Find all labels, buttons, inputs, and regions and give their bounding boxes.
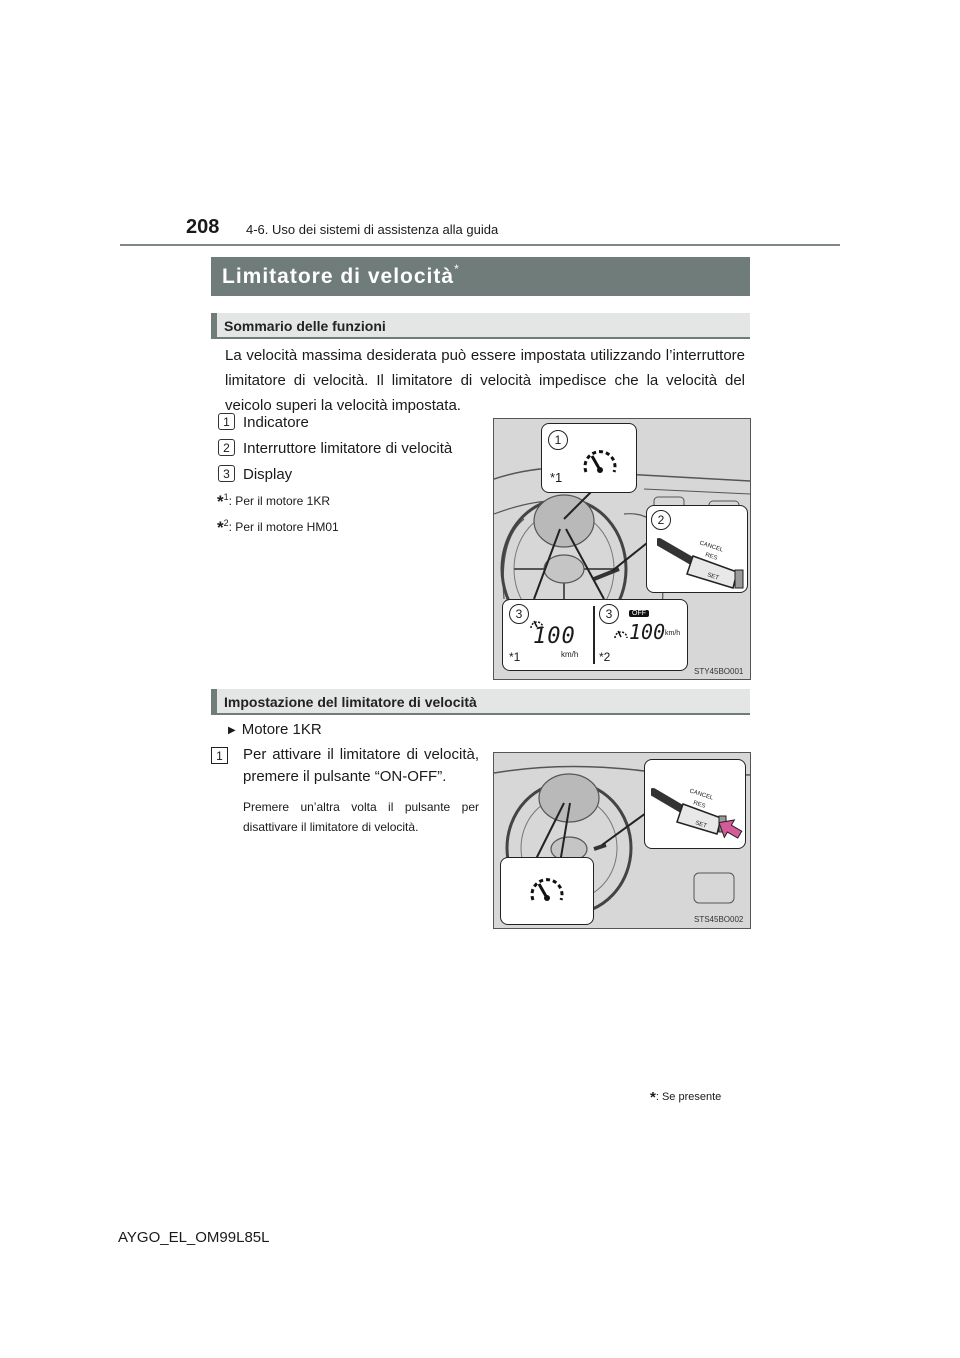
callout-number-3: 3 xyxy=(218,465,235,482)
note-index: 1 xyxy=(223,492,229,502)
speed-limiter-icon xyxy=(613,626,629,640)
figure-code: STY45BO001 xyxy=(694,667,744,676)
callout-number-1: 1 xyxy=(218,413,235,430)
inset-display xyxy=(502,599,688,671)
display-speed-value-2: 100 xyxy=(629,620,666,644)
lever-label-res: RES xyxy=(704,552,718,562)
inset-switch xyxy=(646,505,748,593)
triangle-bullet-icon: ▶ xyxy=(228,725,236,736)
engine-bullet-text: Motore 1KR xyxy=(241,721,322,738)
inset-indicator xyxy=(500,857,594,925)
display-star-label-1: *1 xyxy=(509,650,521,664)
display-star-label-2: *2 xyxy=(599,650,611,664)
inset-star-label: *1 xyxy=(550,470,563,485)
callout-label-indicator: Indicatore xyxy=(243,414,309,431)
intro-paragraph: La velocità massima desiderata può essere impostata utilizzando l’interruttore limitatore di velocità. Il limitatore di velocità impedisce che la velocità del veicolo superi la velocità impostata. xyxy=(225,347,745,414)
speed-limiter-icon xyxy=(580,446,620,478)
step-note: Premere un’altra volta il pulsante per disattivare il limitatore di velocità. xyxy=(243,800,479,834)
callout-number-2: 2 xyxy=(218,439,235,456)
lever-label-res: RES xyxy=(692,800,706,810)
engine-bullet xyxy=(228,721,322,738)
lever-label-cancel: CANCEL xyxy=(698,540,724,554)
setting-heading: Impostazione del limitatore di velocità xyxy=(211,689,750,715)
engine-note-2 xyxy=(217,518,339,538)
speed-limiter-icon xyxy=(527,874,567,906)
footnote-text: : Se presente xyxy=(655,1091,722,1103)
footnote xyxy=(650,1089,721,1106)
display-speed-value: 100 xyxy=(533,624,576,649)
note-star: * xyxy=(217,518,224,537)
note-text: : Per il motore HM01 xyxy=(228,520,339,534)
callout-label-switch: Interruttore limitatore di velocità xyxy=(243,440,453,457)
optional-marker: * xyxy=(454,262,460,276)
document-code: AYGO_EL_OM99L85L xyxy=(118,1229,270,1246)
engine-note-1 xyxy=(217,492,330,512)
display-speed-unit-2: km/h xyxy=(665,630,681,637)
note-text: : Per il motore 1KR xyxy=(228,494,331,508)
off-badge: OFF xyxy=(629,610,649,617)
display-speed-unit: km/h xyxy=(561,650,579,659)
inset-number-3b: 3 xyxy=(599,604,619,624)
inset-number-1: 1 xyxy=(548,430,568,450)
inset-switch-press xyxy=(644,759,746,849)
lever-label-cancel: CANCEL xyxy=(688,788,714,802)
display-divider xyxy=(593,606,595,664)
page-title-text: Limitatore di velocità xyxy=(222,265,455,288)
note-star: * xyxy=(217,492,224,511)
step-number: 1 xyxy=(211,747,228,764)
inset-number-3a: 3 xyxy=(509,604,529,624)
lever-label-set: SET xyxy=(706,572,720,582)
figure-code: STS45BO002 xyxy=(694,915,744,924)
figure-speed-limiter-overview xyxy=(493,418,751,680)
footnote-star: * xyxy=(650,1089,656,1106)
header-rule xyxy=(120,244,840,246)
inset-number-2: 2 xyxy=(651,510,671,530)
press-arrow-icon xyxy=(713,814,743,844)
page-number: 208 xyxy=(186,216,220,238)
step-instruction: Per attivare il limitatore di velocità, premere il pulsante “ON-OFF”. xyxy=(243,746,479,785)
inset-indicator xyxy=(541,423,637,493)
callout-label-display: Display xyxy=(243,466,293,483)
lever-switch-illustration xyxy=(657,522,745,590)
section-path: 4-6. Uso dei sistemi di assistenza alla guida xyxy=(246,222,499,237)
figure-on-off-button xyxy=(493,752,751,929)
lever-label-set: SET xyxy=(694,820,708,830)
summary-heading: Sommario delle funzioni xyxy=(211,313,750,339)
page-title xyxy=(211,257,750,296)
note-index: 2 xyxy=(223,518,229,528)
